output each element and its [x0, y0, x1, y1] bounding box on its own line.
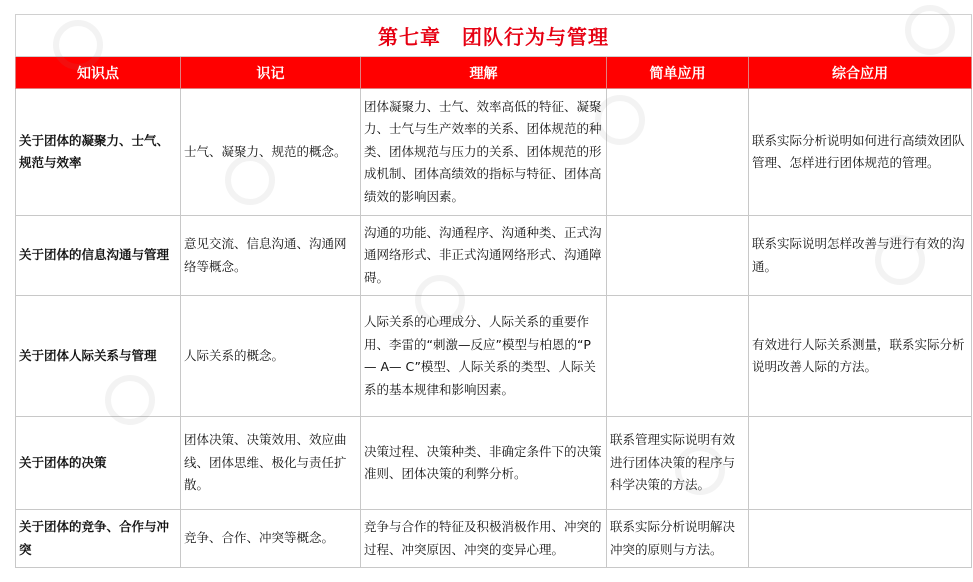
topic-cell: 关于团体人际关系与管理 — [16, 296, 181, 417]
header-understand: 理解 — [361, 57, 607, 89]
recall-cell: 人际关系的概念。 — [181, 296, 361, 417]
knowledge-table-sheet — [15, 14, 971, 568]
recall-cell: 士气、凝聚力、规范的概念。 — [181, 89, 361, 216]
table-row — [16, 417, 972, 510]
simple-apply-cell — [607, 296, 749, 417]
knowledge-table — [15, 14, 972, 568]
comprehensive-apply-cell — [749, 417, 972, 510]
table-row — [16, 296, 972, 417]
recall-cell: 意见交流、信息沟通、沟通网络等概念。 — [181, 216, 361, 296]
comprehensive-apply-cell: 有效进行人际关系测量，联系实际分析说明改善人际的方法。 — [749, 296, 972, 417]
header-topic: 知识点 — [16, 57, 181, 89]
simple-apply-cell: 联系管理实际说明有效进行团体决策的程序与科学决策的方法。 — [607, 417, 749, 510]
recall-cell: 团体决策、决策效用、效应曲线、团体思维、极化与责任扩散。 — [181, 417, 361, 510]
simple-apply-cell: 联系实际分析说明解决冲突的原则与方法。 — [607, 510, 749, 568]
understand-cell: 竞争与合作的特征及积极消极作用、冲突的过程、冲突原因、冲突的变异心理。 — [361, 510, 607, 568]
table-row — [16, 89, 972, 216]
topic-cell: 关于团体的竞争、合作与冲突 — [16, 510, 181, 568]
page-title: 第七章 团队行为与管理 — [16, 15, 972, 57]
topic-cell: 关于团体的信息沟通与管理 — [16, 216, 181, 296]
understand-cell: 决策过程、决策种类、非确定条件下的决策准则、团体决策的利弊分析。 — [361, 417, 607, 510]
header-row — [16, 57, 972, 89]
topic-cell: 关于团体的凝聚力、士气、规范与效率 — [16, 89, 181, 216]
title-row — [16, 15, 972, 57]
recall-cell: 竞争、合作、冲突等概念。 — [181, 510, 361, 568]
header-recall: 识记 — [181, 57, 361, 89]
header-comprehensive-apply: 综合应用 — [749, 57, 972, 89]
understand-cell: 团体凝聚力、士气、效率高低的特征、凝聚力、士气与生产效率的关系、团体规范的种类、团体规范与压力的关系、团体规范的形成机制、团体高绩效的指标与特征、团体高绩效的影响因素。 — [361, 89, 607, 216]
topic-cell: 关于团体的决策 — [16, 417, 181, 510]
comprehensive-apply-cell — [749, 510, 972, 568]
comprehensive-apply-cell: 联系实际分析说明如何进行高绩效团队管理、怎样进行团体规范的管理。 — [749, 89, 972, 216]
simple-apply-cell — [607, 89, 749, 216]
table-row — [16, 510, 972, 568]
simple-apply-cell — [607, 216, 749, 296]
table-row — [16, 216, 972, 296]
understand-cell: 人际关系的心理成分、人际关系的重要作用、李雷的“刺激—反应”模型与柏恩的“P— A— C”模型、人际关系的类型、人际关系的基本规律和影响因素。 — [361, 296, 607, 417]
comprehensive-apply-cell: 联系实际说明怎样改善与进行有效的沟通。 — [749, 216, 972, 296]
header-simple-apply: 简单应用 — [607, 57, 749, 89]
understand-cell: 沟通的功能、沟通程序、沟通种类、正式沟通网络形式、非正式沟通网络形式、沟通障碍。 — [361, 216, 607, 296]
